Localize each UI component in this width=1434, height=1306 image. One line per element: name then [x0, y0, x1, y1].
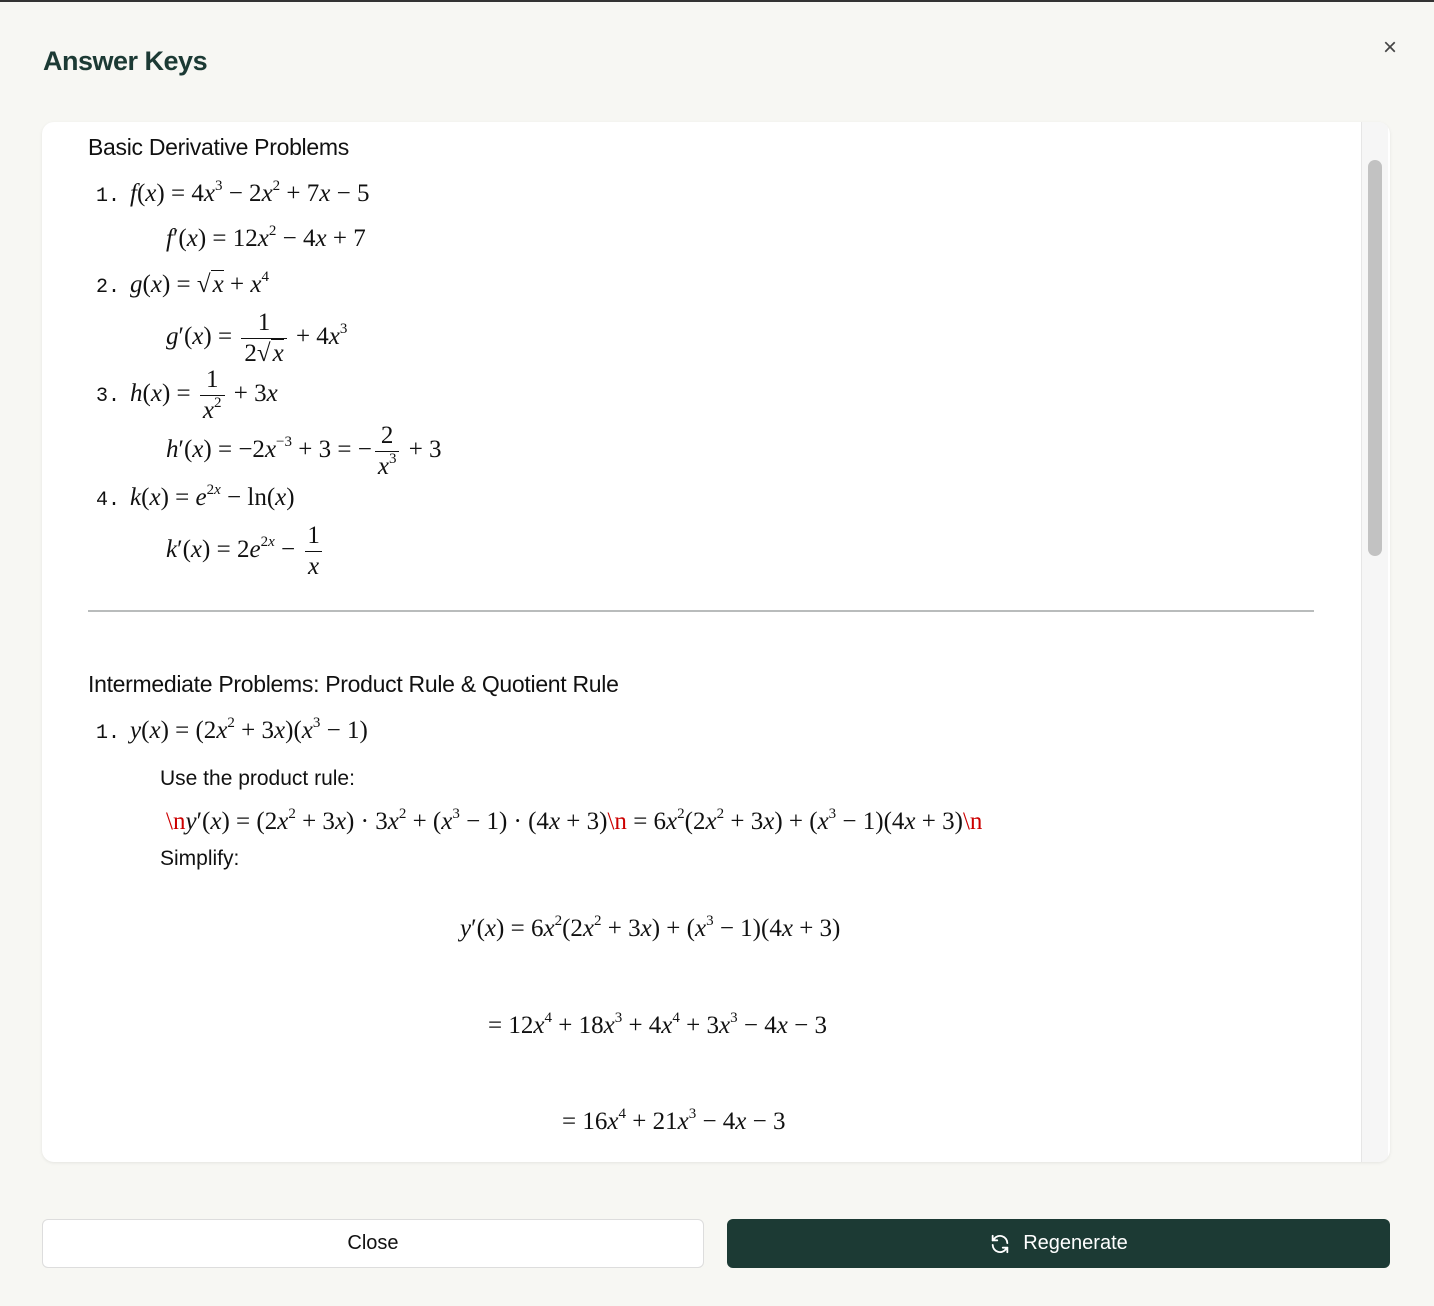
answer-2: g′(x) = $\frac{1}{2√x}$ + $4x^3$ [166, 309, 348, 367]
answer-key-panel [42, 122, 1390, 1162]
intermediate-problem-1: 1. $y(x) = (2x^2 + 3x)(x^3 - 1)$ [96, 715, 368, 745]
answer-3: $h'(x) = -2x^{-3} + 3$ = − $\frac{2}{x^3}$ + 3 [166, 422, 442, 480]
close-button[interactable]: Close [42, 1219, 704, 1268]
section-heading-intermediate: Intermediate Problems: Product Rule & Quotient Rule [88, 671, 619, 697]
simplify-line-2: = $12x^4 + 18x^3 + 4x^4 + 3x^3 - 4x - 3$ [488, 1010, 827, 1039]
step-label-product-rule: Use the product rule: [160, 767, 355, 790]
answer-1: $f'(x) = 12x^2 - 4x + 7$ [166, 223, 366, 252]
section-divider [88, 610, 1314, 612]
close-icon[interactable]: × [1382, 34, 1397, 61]
section-heading-basic: Basic Derivative Problems [88, 134, 349, 160]
problem-2: 2. $g(x) = √x + x^4$ [96, 269, 269, 299]
problem-3: 3. h(x) = $\frac{1}{x^2}$ + 3x [96, 366, 278, 424]
scrollbar[interactable] [1361, 122, 1388, 1162]
step-label-simplify: Simplify: [160, 847, 240, 870]
simplify-line-3: = $16x^4 + 21x^3 - 4x - 3$ [562, 1106, 786, 1135]
answer-4: $k'(x) = 2e^{2x}$ − $\frac{1}{x}$ [166, 521, 326, 582]
refresh-icon [989, 1233, 1011, 1255]
problem-4: 4. $k(x) = e^{2x} - \ln(x)$ [96, 482, 295, 512]
regenerate-button[interactable]: Regenerate [727, 1219, 1390, 1268]
problem-1: 1. $f(x) = 4x^3 - 2x^2 + 7x - 5$ [96, 178, 370, 208]
scrollbar-thumb[interactable] [1368, 160, 1382, 556]
dialog-title: Answer Keys [43, 46, 208, 76]
product-rule-step: \ny′(x) = $(2x^2 + 3x) \cdot 3x^2 + (x^3 - 1) \cdot (4x$ + 3)\n = $6x^2(2x^2 + 3x) + (x^3 - 1)(4x$ + 3)\n [166, 806, 983, 835]
answer-key-content [88, 122, 1318, 1162]
simplify-line-1: $y'(x) = 6x^2(2x^2 + 3x) + (x^3 - 1)(4x + 3)$ [460, 913, 841, 942]
